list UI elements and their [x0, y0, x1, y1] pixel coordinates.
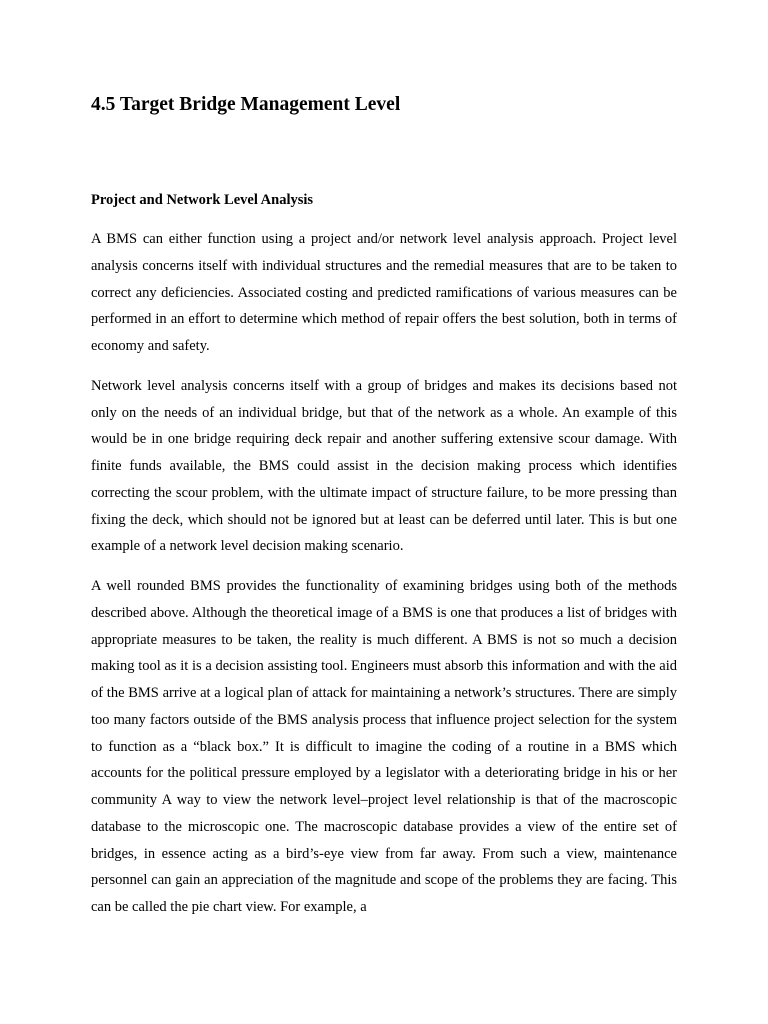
section-title: 4.5 Target Bridge Management Level: [91, 94, 401, 115]
paragraph-1: A BMS can either function using a project and/or network level analysis approach. Project level analysis concerns itself with individual structures and the remedial measures that are to be taken to correct any deficiencies. Associated costing and predicted ramifications of various measures can be performed in an effort to determine which method of repair offers the best solution, both in terms of economy and safety.: [91, 231, 677, 354]
paragraph-2: Network level analysis concerns itself with a group of bridges and makes its decisions based not only on the needs of an individual bridge, but that of the network as a whole. An example of this would be in one bridge requiring deck repair and another suffering extensive scour damage. With finite funds available, the BMS could assist in the decision making process which identifies correcting the scour problem, with the ultimate impact of structure failure, to be more pressing than fixing the deck, which should not be ignored but at least can be deferred until later. This is but one example of a network level decision making scenario.: [91, 377, 677, 555]
subheading: Project and Network Level Analysis: [91, 192, 314, 208]
body-text: [91, 226, 677, 934]
paragraph-3: A well rounded BMS provides the functionality of examining bridges using both of the methods described above. Although the theoretical image of a BMS is one that produces a list of bridges with appropriate measures to be taken, the reality is much different. A BMS is not so much a decision making tool as it is a decision assisting tool. Engineers must absorb this information and with the aid of the BMS arrive at a logical plan of attack for maintaining a network’s structures. There are simply too many factors outside of the BMS analysis process that influence project selection for the system to function as a “black box.” It is difficult to imagine the coding of a routine in a BMS which accounts for the political pressure employed by a legislator with a deteriorating bridge in his or her community A way to view the network level–project level relationship is that of the macroscopic database to the microscopic one. The macroscopic database provides a view of the entire set of bridges, in essence acting as a bird’s-eye view from far away. From such a view, maintenance personnel can gain an appreciation of the magnitude and scope of the problems they are facing. This can be called the pie chart view. For example, a: [91, 578, 677, 915]
